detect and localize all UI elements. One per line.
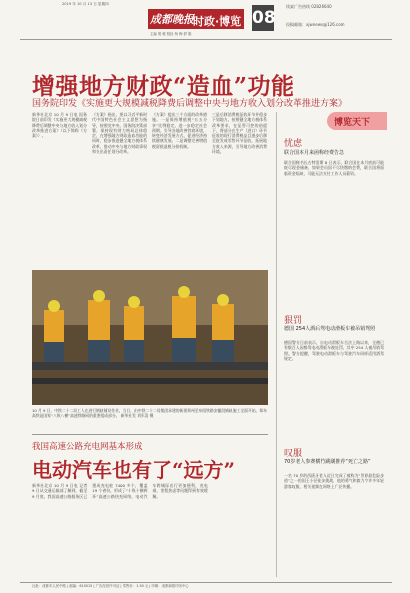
article1-col1: 新华社北京 10 月 9 日电 国务院日前印发《实施更大规模减税降费后调整中央与地方收入划分改革推进方案》（以下简称《方案》）。 bbox=[32, 112, 87, 139]
article2-headline: 电动汽车也有了“远方” bbox=[32, 458, 236, 482]
sidebar-item1-label: 忧虑 bbox=[284, 139, 303, 149]
email: 投稿邮箱：xjwnews@126.com bbox=[286, 22, 345, 27]
news-photo bbox=[32, 270, 268, 405]
article-divider bbox=[32, 434, 268, 435]
email-address: xjwnews@126.com bbox=[306, 22, 345, 27]
main-headline: 增强地方财政“造血”功能 bbox=[32, 73, 295, 100]
masthead-logo: 成都晚报 bbox=[150, 13, 194, 26]
hotline-label: 线索广告热线 bbox=[286, 4, 310, 9]
article2-kicker: 我国高速公路充电网基本形成 bbox=[32, 442, 143, 452]
article1-col4: 三是后移消费税征收环节并稳步下划地方。按照健全地方税体系改革要求，在征管可控的前提下，将部分在生产（进口）环节征收的现行消费税品目逐步后移至批发或零售环节征收，拓展地方收入来源，引导地方改善消费环境。 bbox=[212, 112, 267, 155]
sidebar-item2-title: 德国 254人酒后驾电动滑板车被吊销驾照 bbox=[284, 326, 376, 332]
header-rule bbox=[20, 39, 392, 40]
sidebar-item1-body: 联合国秘书长古特雷斯 8 日表示，联合国在本月底前可能耗尽现金储备，如果会员国不尽快缴纳会费，联合国将面临资金短缺，可能无法支付工作人员薪资。 bbox=[284, 160, 384, 176]
sidebar-title: 博览天下 bbox=[334, 118, 371, 128]
sidebar-item2-body: 德国警方日前表示，自电动滑板车合法上路以来，全德已有数百人因醉驾电动滑板车被处罚，其中 254 人被吊销驾照。警方提醒，驾驶电动滑板车与驾驶汽车同样适用酒驾规定。 bbox=[284, 340, 384, 361]
sidebar-item2-label: 狠罚 bbox=[284, 316, 303, 326]
sidebar-item3-label: 叹服 bbox=[284, 449, 303, 459]
hotline-number: 02826640 bbox=[311, 4, 332, 9]
photo-caption-text: 10 月 9 日，中铁二十二局工人在进行钢轨铺设作业。当日，由中铁二十二局集团承建的新建郑州至阜阳铁路安徽段铺轨施工全面开始。郑阜高铁是国家“八纵八横”高速铁路网的重要组成部分。 bbox=[32, 408, 267, 419]
hotline bbox=[286, 4, 332, 9]
editor-line: 主编 胡 敏 校检 杨 梅 舒 娟 bbox=[150, 32, 192, 36]
photo-caption bbox=[32, 408, 268, 430]
issue-date: 2019 年 10 月 13 日 星期四 bbox=[62, 2, 109, 6]
sidebar-item1-title: 联合国本月来函称经费告急 bbox=[284, 150, 345, 156]
page-number: 08 bbox=[252, 5, 274, 31]
article2-body: 新华社北京 10 月 9 日电 记者 9 日从交通运输部了解到，截至 9 月底，我国高速公路服务区已建成充电桩 7400 多个，覆盖 19 个省份，形成了“十纵十横两环”高速公路快充网络。电动汽车跨城际出行更加便利，充电难、里程焦虑等问题得到有效缓解。 bbox=[32, 483, 208, 499]
article1-col3: 《方案》提出三个方面的改革措施。一是保持增值税“五五分享”比例稳定。进一步稳定社会预期，引导各地改善营商环境，转变经济发展方式，促进经济持续健康发展。二是调整完善增值税留抵退税分担机制。 bbox=[152, 112, 207, 149]
section-title: 时政·博览 bbox=[193, 15, 242, 28]
workers-illustration bbox=[32, 270, 268, 405]
sidebar-item3-body: 一名 70 岁的西班牙老人近日完成了被称为“世界最危险步道”之一的国王小径徒步挑战，他的勇气和毅力令许多年轻游客叹服，相关视频在网络上广泛传播。 bbox=[284, 473, 384, 489]
email-label: 投稿邮箱 bbox=[286, 22, 302, 27]
sub-headline: 国务院印发《实施更大规模减税降费后调整中央与地方收入划分改革推进方案》 bbox=[32, 99, 348, 109]
sidebar-item3-title: 70岁老人参赛横竹跳刷推荐“死亡之路” bbox=[284, 459, 371, 465]
photo-credit: 新华社发 刘军喜 摄 bbox=[120, 413, 154, 419]
footer-rule bbox=[20, 582, 392, 583]
article1-col2: 《方案》指出，要以习近平新时代中国特色社会主义思想为指导，按照党中央、国务院决策部署，保持现有财力格局总体稳定，在增强地方财政造血功能的同时，稳步推进健全地方税体系改革，推动中央与地方财政事权和支出责任划分改革。 bbox=[92, 112, 147, 155]
footer-text: 社址：成都市人民中路 | 邮编：610015 | 广告经营许可证 | 零售价：1.50 元 | 印刷：成都商报印务中心 bbox=[32, 584, 189, 588]
